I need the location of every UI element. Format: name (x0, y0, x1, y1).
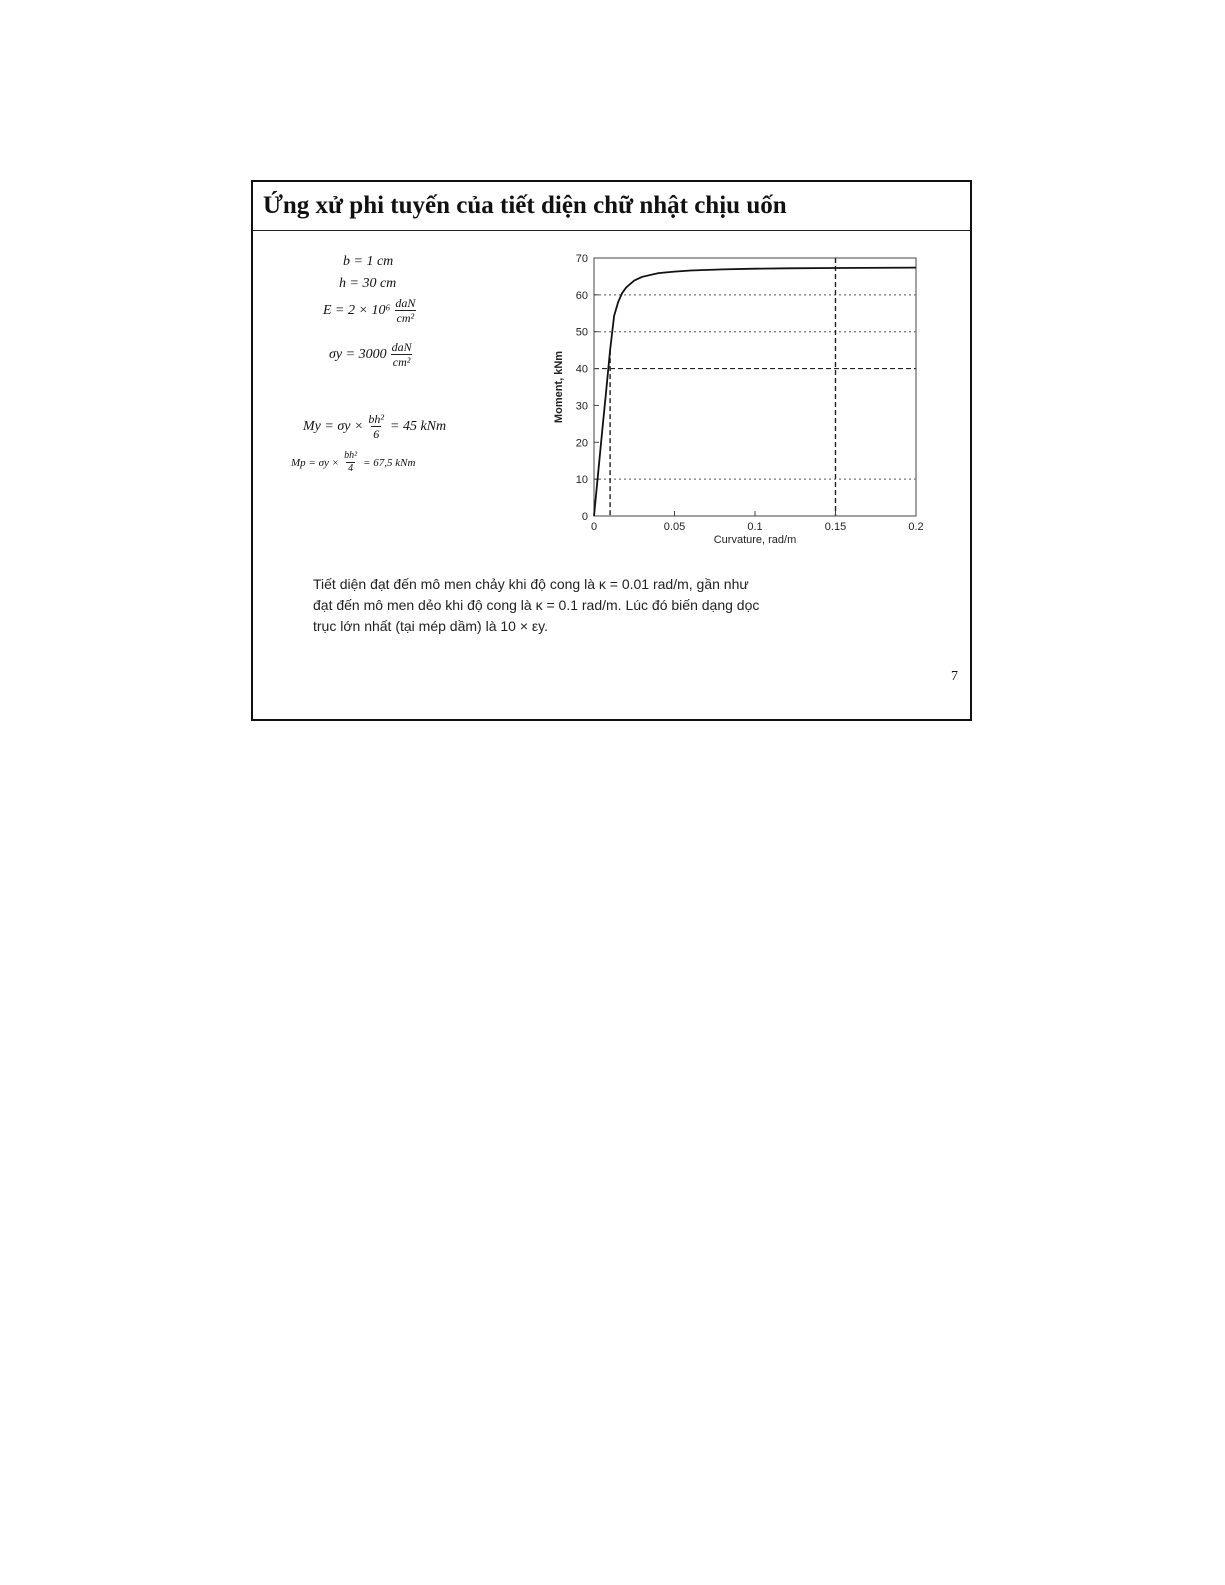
formula-My (303, 412, 446, 441)
formula-Mp-rhs: = 67,5 kNm (363, 456, 416, 469)
x-tick-label: 0.1 (747, 521, 763, 533)
y-tick-label: 20 (575, 437, 588, 450)
y-tick-label: 40 (575, 363, 588, 376)
y-tick-label: 0 (581, 511, 588, 523)
formula-Mp-fraction (342, 450, 359, 475)
formula-E (323, 296, 417, 325)
chart-svg (546, 244, 946, 554)
formula-Mp (291, 450, 415, 475)
formula-Mp-denominator: 4 (348, 463, 354, 474)
page-number: 7 (951, 669, 958, 684)
formula-E-fraction (393, 296, 417, 325)
formula-My-fraction (366, 412, 386, 441)
formula-b: b = 1 cm (343, 254, 394, 269)
x-tick-label: 0.2 (908, 521, 924, 533)
y-tick-label: 70 (575, 253, 588, 265)
formula-My-denominator: 6 (373, 427, 380, 441)
formula-E-lhs: E = 2 × 10⁶ (323, 302, 391, 318)
caption-line-3: trục lớn nhất (tại mép dầm) là 10 × εy. (313, 618, 548, 634)
formula-sigma-lhs: σy = 3000 (329, 346, 387, 362)
formula-h: h = 30 cm (339, 276, 397, 291)
slide-title: Ứng xử phi tuyến của tiết diện chữ nhật chịu uốn (253, 182, 970, 231)
y-tick-label: 50 (575, 326, 588, 339)
y-tick-label: 10 (575, 474, 588, 487)
slide (251, 180, 972, 721)
formula-sigma (329, 340, 414, 369)
formula-My-lhs: My = σy × (303, 418, 364, 434)
caption-line-1: Tiết diện đạt đến mô men chảy khi độ cong là κ = 0.01 rad/m, gần như (313, 576, 749, 592)
formula-My-numerator: bh² (368, 412, 384, 426)
formula-sigma-numerator: daN (391, 340, 412, 354)
formula-sigma-fraction (390, 340, 414, 369)
x-tick-label: 0 (590, 521, 598, 533)
caption (313, 574, 933, 637)
plot-frame (594, 258, 916, 516)
x-tick-label: 0.15 (824, 521, 847, 533)
y-tick-label: 30 (575, 400, 588, 413)
formula-sigma-denominator: cm² (392, 355, 411, 369)
x-axis-label: Curvature, rad/m (713, 534, 797, 546)
x-tick-label: 0.05 (663, 521, 686, 533)
formula-E-numerator: daN (395, 296, 416, 310)
formula-Mp-numerator: bh² (344, 450, 358, 461)
formula-Mp-lhs: Mp = σy × (291, 456, 340, 469)
y-axis-label: Moment, kNm (553, 350, 565, 424)
formula-E-denominator: cm² (396, 311, 415, 325)
formula-My-rhs: = 45 kNm (390, 418, 447, 434)
moment-curvature-chart (546, 244, 946, 554)
y-tick-label: 60 (575, 289, 588, 302)
caption-line-2: đạt đến mô men dẻo khi độ cong là κ = 0.1 rad/m. Lúc đó biến dạng dọc (313, 597, 760, 613)
